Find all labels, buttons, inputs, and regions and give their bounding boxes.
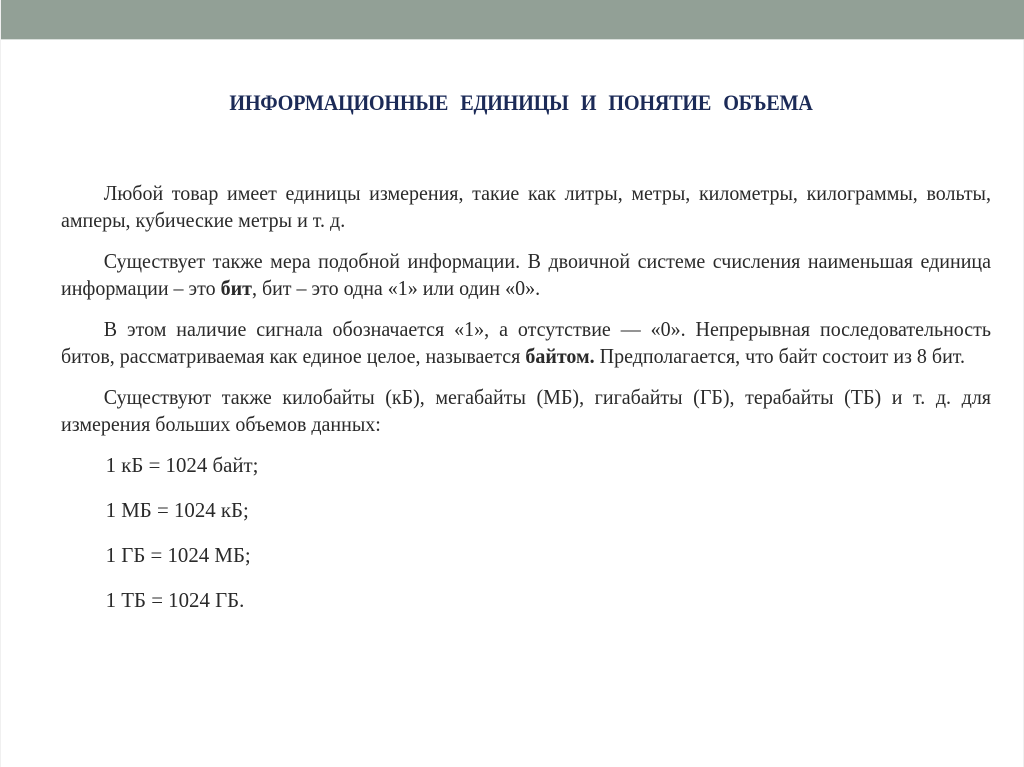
equation-kb: 1 кБ = 1024 байт; [105,453,259,477]
slide-body [61,180,991,632]
equation-mb: 1 МБ = 1024 кБ; [105,498,249,522]
paragraph-bit [61,248,991,302]
equation-gb: 1 ГБ = 1024 МБ; [105,543,251,567]
paragraph-bit-before: Существует также мера подобной информации. В двоичной системе счисления наименьшая единица информации – это [61,249,991,300]
paragraph-byte [61,316,991,370]
term-bit: бит [220,276,252,300]
paragraph-byte-after: Предполагается, что байт состоит из 8 бит. [594,344,966,368]
header-bar [1,0,1024,40]
paragraph-bit-after: , бит – это одна «1» или один «0». [251,276,541,300]
term-byte: байтом. [525,344,595,368]
paragraph-multiples: Существуют также килобайты (кБ), мегабайты (МБ), гигабайты (ГБ), терабайты (ТБ) и т. д. для измерения больших объемов данных: [61,385,991,436]
equation-tb: 1 ТБ = 1024 ГБ. [105,588,245,612]
paragraph-byte-before: В этом наличие сигнала обозначается «1», а отсутствие — «0». Непрерывная последовательность битов, рассматриваемая как единое целое, называется [61,317,991,368]
paragraph-units: Любой товар имеет единицы измерения, такие как литры, метры, километры, килограммы, вольты, амперы, кубические метры и т. д. [61,181,991,232]
slide-title: ИНФОРМАЦИОННЫЕ ЕДИНИЦЫ И ПОНЯТИЕ ОБЪЕМА [229,90,813,115]
